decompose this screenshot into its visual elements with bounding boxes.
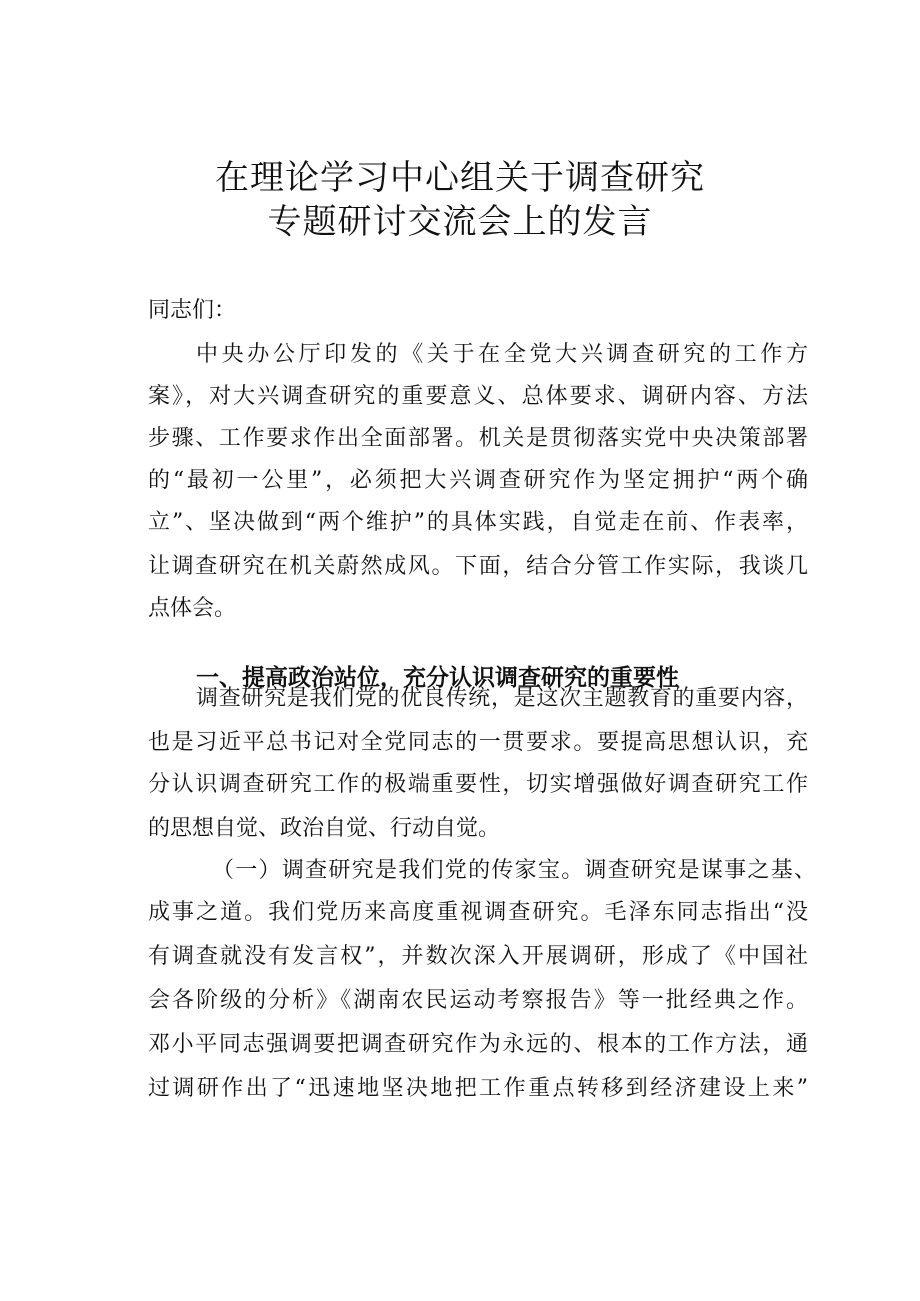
- intro-line: 案》，对大兴调查研究的重要意义、总体要求、调研内容、方法: [148, 384, 808, 409]
- subsection-line: 过调研作出了“迅速地坚决地把工作重点转移到经济建设上来”: [148, 1076, 808, 1101]
- intro-line: 中央办公厅印发的《关于在全党大兴调查研究的工作方: [196, 342, 808, 367]
- subsection-line: 邓小平同志强调要把调查研究作为永远的、根本的工作方法，通: [148, 1032, 808, 1057]
- section-heading: 一、提高政治站位，充分认识调查研究的重要性: [196, 665, 679, 691]
- subsection-line: （一）调查研究是我们党的传家宝。调查研究是谋事之基、: [212, 858, 816, 883]
- intro-line: 让调查研究在机关蔚然成风。下面，结合分管工作实际，我谈几: [148, 554, 808, 579]
- section-line: 调查研究是我们党的优良传统，是这次主题教育的重要内容，: [196, 686, 808, 711]
- intro-line: 立”、坚决做到“两个维护”的具体实践，自觉走在前、作表率，: [148, 510, 808, 535]
- intro-line: 点体会。: [148, 596, 237, 621]
- intro-line: 步骤、工作要求作出全面部署。机关是贯彻落实党中央决策部署: [148, 426, 808, 451]
- section-line: 也是习近平总书记对全党同志的一贯要求。要提高思想认识，充: [148, 730, 808, 755]
- salutation: 同志们：: [148, 298, 237, 323]
- document-title-line-1: 在理论学习中心组关于调查研究: [215, 158, 705, 198]
- subsection-line: 成事之道。我们党历来高度重视调查研究。毛泽东同志指出“没: [148, 900, 808, 925]
- intro-line: 的“最初一公里”，必须把大兴调查研究作为坚定拥护“两个确: [148, 468, 808, 493]
- section-line: 的思想自觉、政治自觉、行动自觉。: [148, 816, 501, 841]
- section-line: 分认识调查研究工作的极端重要性，切实增强做好调查研究工作: [148, 772, 808, 797]
- subsection-line: 会各阶级的分析》《湖南农民运动考察报告》等一批经典之作。: [148, 988, 808, 1013]
- document-title-line-2: 专题研讨交流会上的发言: [267, 202, 653, 242]
- subsection-line: 有调查就没有发言权”，并数次深入开展调研，形成了《中国社: [148, 944, 808, 969]
